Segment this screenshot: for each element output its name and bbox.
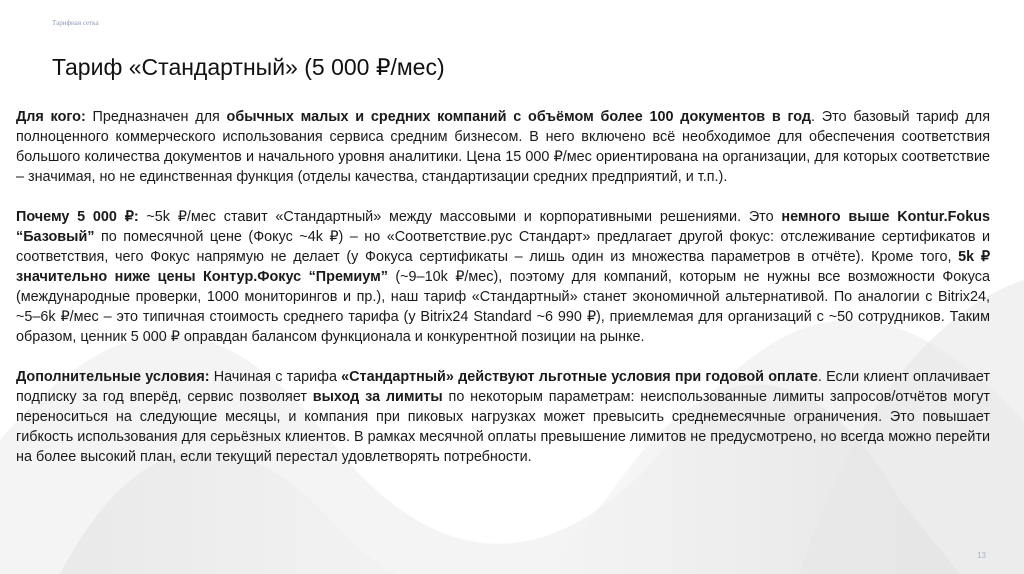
text-run: по некоторым параметрам: неиспользованные лимиты запросов/отчётов могут переноситься на следующие месяцы, и компания при пиковых нагрузках может превысить среднемесячные ограничения. Это повышает гибкость использования для серьёзных клиентов. В рамках месячной оплаты превышение лимитов не предусмотрено, но всегда можно перейти на более высокий план, если текущий перестал удовлетворять потребности. [16,389,990,465]
bold-run: обычных малых и средних компаний с объёмом более 100 документов в год [226,109,812,125]
text-run: ~5k ₽/мес ставит «Стандартный» между массовыми и корпоративными решениями. Это [138,209,782,225]
text-run: Начиная с тарифа [209,369,342,385]
text-run: . Если клиент оплачивает подписку за год вперёд, сервис позволяет [16,369,990,405]
page-number: 13 [977,551,986,560]
page-title: Тариф «Стандартный» (5 000 ₽/мес) [52,54,445,80]
paragraph-label: Для кого: [16,109,86,125]
text-run: (~9–10k ₽/мес), поэтому для компаний, которым не нужны все возможности Фокуса (международные проверки, 1000 мониторингов и пр.), наш тариф «Стандартный» станет экономичной альтернативой. По аналогии с Bitrix24, ~5–6k ₽/мес – это типичная стоимость среднего тарифа (у Bitrix24 Standard ~6 990 ₽), приемлемая для организаций с ~50 сотрудников. Таким образом, ценник 5 000 ₽ оправдан балансом функционала и конкурентной позиции на рынке. [16,269,990,345]
bold-run: 5k ₽ значительно ниже цены Контур.Фокус “Премиум” [16,249,990,285]
bold-run: немного выше Kontur.Fokus “Базовый” [16,209,990,245]
text-run: . Это базовый тариф для полноценного коммерческого использования сервиса средним бизнесом. В него включено всё необходимое для обеспечения соответствия большого количества документов и начального уровня аналитики. Цена 15 000 ₽/мес ориентирована на организации, для которых соответствие – значимая, но не единственная функция (отделы качества, стандартизации средних предприятий, и т.п.). [16,109,990,185]
paragraph-label: Дополнительные условия: [16,369,210,385]
paragraph-additional-terms [16,367,990,467]
text-run: Предназначен для [85,109,227,125]
paragraph-price-rationale [16,207,990,347]
bold-run: «Стандартный» действуют льготные условия при годовой оплате [341,369,818,385]
paragraph-label: Почему 5 000 ₽: [16,209,139,225]
paragraph-target-audience [16,107,990,187]
section-label: Тарифная сетка [52,19,99,27]
text-run: по помесячной цене (Фокус ~4k ₽) – но «Соответствие.рус Стандарт» предлагает другой фокус: отслеживание сертификатов и соответствия, чего Фокус напрямую не делает (у Фокуса сертификаты – лишь один из множества параметров в отчёте). Кроме того, [16,229,990,265]
bold-run: выход за лимиты [312,389,443,405]
content-body [16,107,990,467]
